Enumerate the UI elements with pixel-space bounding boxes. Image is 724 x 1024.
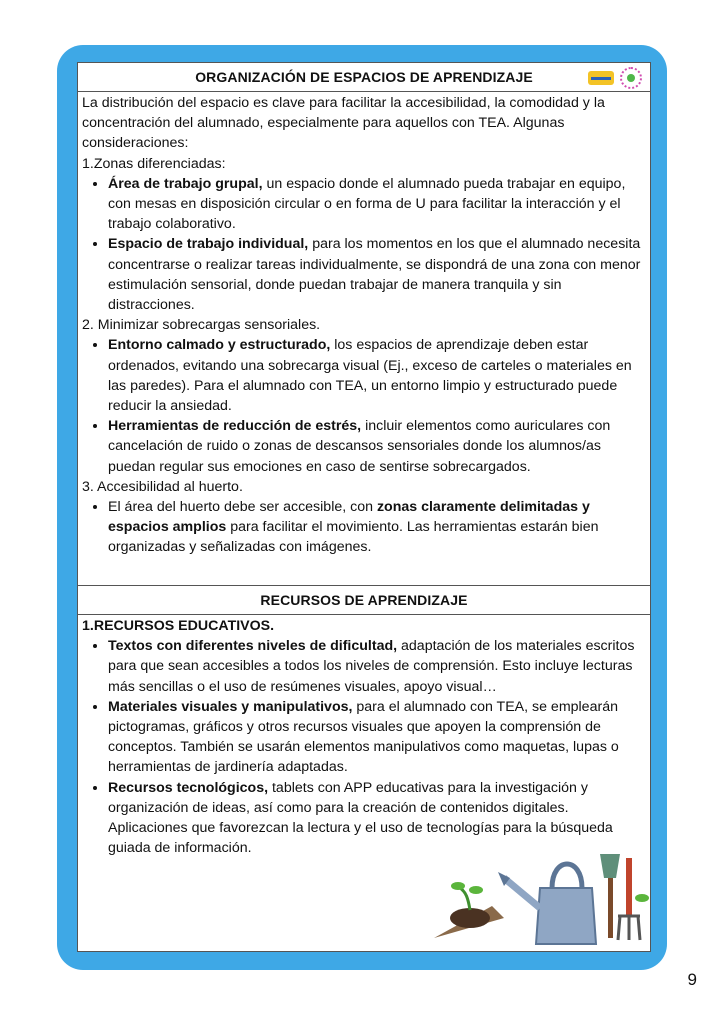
list-item: [108, 497, 644, 558]
item-bold: zonas claramente delimitadas y espacios amplios: [108, 499, 590, 536]
item-bold: Espacio de trabajo individual,: [108, 236, 309, 253]
intro-paragraph: La distribución del espacio es clave para facilitar la accesibilidad, la comodidad y la concentración del alumnado, especialmente para aquellos con TEA. Algunas consideraciones:: [82, 95, 605, 152]
item-text: los espacios de aprendizaje deben estar ordenados, evitando una sobrecarga visual (Ej., exceso de carteles o materiales en las paredes). Para el alumnado con TEA, un entorno limpio y estructurado puede reducir la ansiedad.: [108, 337, 632, 415]
school-logo-icon: [588, 71, 614, 85]
bullet-list: [82, 636, 644, 858]
item-bold: Textos con diferentes niveles de dificultad,: [108, 638, 398, 655]
section-title: RECURSOS DE APRENDIZAJE: [260, 592, 468, 608]
item-bold: Materiales visuales y manipulativos,: [108, 698, 353, 715]
item-text: un espacio donde el alumnado pueda trabajar en equipo, con mesas en disposición circular o en forma de U para facilitar la interacción y el trabajo colaborativo.: [108, 175, 626, 233]
item-text: adaptación de los materiales escritos para que sean accesibles a todos los niveles de comprensión. Esto incluye lecturas más sencillas o el uso de resúmenes visuales, apoyo visual…: [108, 638, 635, 695]
section-header-recursos: [78, 585, 650, 615]
list-item: [108, 778, 644, 859]
list-item: [108, 416, 644, 477]
badge-logo-icon: [620, 67, 642, 89]
item-text: para los momentos en los que el alumnado necesita concentrarse o realizar tareas individualmente, se dispondrá de una zona con menor estimulación sensorial, donde puedan trabajar de manera tranquila y sin distracciones.: [108, 236, 641, 314]
soil-icon: [450, 908, 490, 928]
list-item: [108, 636, 644, 697]
page-number: 9: [687, 970, 697, 989]
spade-icon: [600, 854, 620, 878]
item-bold: Entorno calmado y estructurado,: [108, 337, 331, 354]
section-header-organizacion: [78, 63, 650, 92]
item-text: incluir elementos como auriculares con cancelación de ruido o zonas de descansos sensoriales donde los alumnos/as puedan regular sus emociones en caso de sentirse sobrecargados.: [108, 418, 611, 475]
group-heading: 1.Zonas diferenciadas:: [82, 155, 226, 172]
item-text: para facilitar el movimiento. Las herramientas estarán bien organizadas y señalizadas con imágenes.: [108, 519, 599, 556]
list-item: [108, 234, 644, 315]
subheading: [82, 616, 644, 636]
section-body-recursos: [82, 616, 644, 858]
fork-icon: [626, 858, 632, 916]
item-bold: Herramientas de reducción de estrés,: [108, 418, 362, 435]
logos: [588, 67, 642, 89]
content-sheet: [77, 62, 651, 952]
bullet-list: [82, 335, 644, 476]
section-title: ORGANIZACIÓN DE ESPACIOS DE APRENDIZAJE: [195, 69, 533, 85]
list-item: [108, 174, 644, 235]
bullet-list: [82, 174, 644, 315]
item-bold: Recursos tecnológicos,: [108, 779, 269, 796]
list-item: [108, 697, 644, 778]
item-bold: Área de trabajo grupal,: [108, 175, 263, 192]
item-text: para el alumnado con TEA, se emplearán pictogramas, gráficos y otros recursos visuales que apoyen la comprensión de conceptos. También se usarán elementos manipulativos como maquetas, lupas o herramientas de jardinería adaptadas.: [108, 698, 619, 776]
gardening-tools-illustration-icon: [432, 848, 650, 948]
subheading-text: 1.RECURSOS EDUCATIVOS.: [82, 618, 275, 634]
item-text: El área del huerto debe ser accesible, con: [108, 499, 377, 516]
bullet-list: [82, 497, 644, 558]
section-body-organizacion: [82, 93, 644, 558]
list-item: [108, 335, 644, 416]
group-heading: 2. Minimizar sobrecargas sensoriales.: [82, 317, 321, 334]
watering-can-icon: [536, 888, 596, 944]
group-heading: 3. Accesibilidad al huerto.: [82, 478, 243, 495]
item-text: tablets con APP educativas para la investigación y organización de ideas, así como para la creación de contenidos digitales. Aplicaciones que favorezcan la lectura y el uso de tecnologías para la búsqueda guiada de información.: [108, 779, 613, 857]
